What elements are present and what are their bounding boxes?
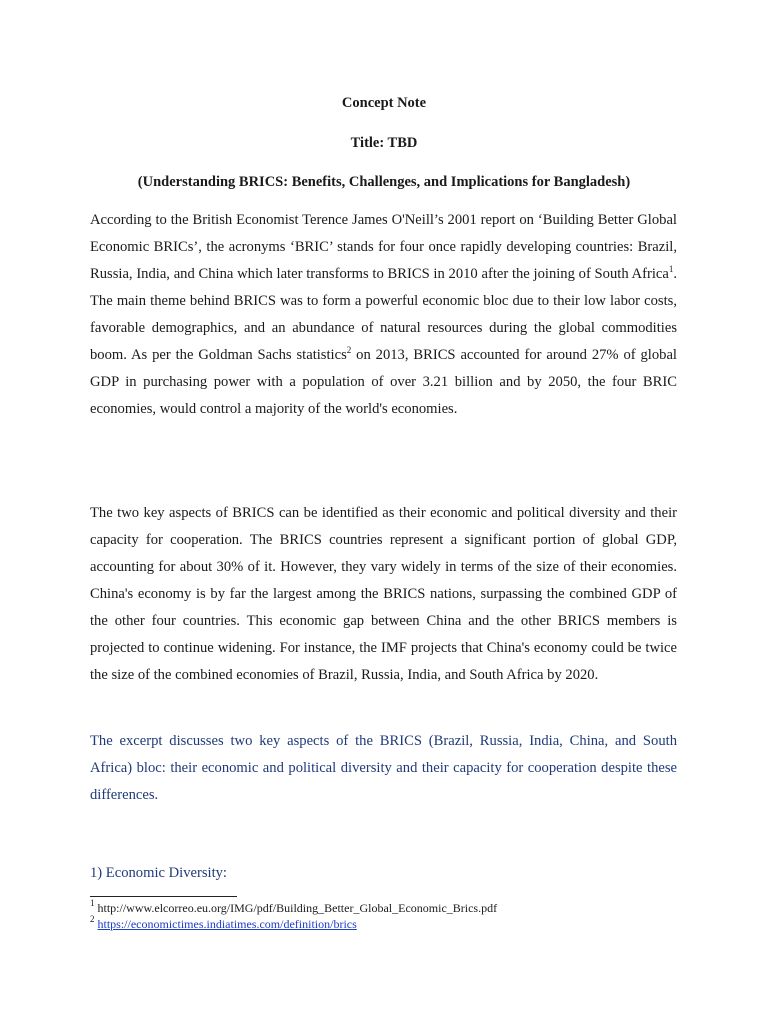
key-aspects-paragraph: The two key aspects of BRICS can be identified as their economic and political diversity and their capacity for cooperation. The BRICS countries represent a significant portion of global GDP, accounting for about 30% of it. However, they vary widely in terms of the size of their economies. China's economy is by far the largest among the BRICS nations, surpassing the combined GDP of the other four countries. This economic gap between China and the other BRICS members is projected to continue widening. For instance, the IMF projects that China's economy could be twice the size of the combined economies of Brazil, Russia, India, and South Africa by 2020. (90, 505, 677, 683)
footnote-1-url: http://www.elcorreo.eu.org/IMG/pdf/Building_Better_Global_Economic_Brics.pdf (94, 901, 498, 915)
intro-text-part3: on 2013, BRICS accounted for around 27% of global GDP in purchasing power with a population of over 3.21 billion and by 2050, the four BRIC economies, would control a majority of the world's economies. (90, 347, 677, 417)
intro-text-part2: . The main theme behind BRICS was to form a powerful economic bloc due to their low labor costs, favorable demographics, and an abundance of natural resources during the global commodities boom. As per the Goldman Sachs statistics (90, 266, 677, 363)
footnote-2-number: 2 (90, 914, 95, 924)
excerpt-summary-paragraph: The excerpt discusses two key aspects of the BRICS (Brazil, Russia, India, China, and South Africa) bloc: their economic and political diversity and their capacity for cooperation despite these differences. (90, 733, 677, 803)
footnote-1 (90, 898, 498, 916)
economic-diversity-heading: 1) Economic Diversity: (90, 865, 227, 881)
document-title: Title: TBD (350, 135, 418, 151)
concept-note-heading: Concept Note (341, 95, 427, 111)
footnote-1-number: 1 (90, 898, 95, 908)
intro-paragraph (90, 207, 677, 423)
intro-text-part1: According to the British Economist Terence James O'Neill’s 2001 report on ‘Building Better Global Economic BRICs’, the acronyms ‘BRIC’ stands for four once rapidly developing countries: Brazil, Russia, India, and China which later transforms to BRICS in 2010 after the joining of South Africa (90, 212, 677, 282)
footnote-2-link[interactable]: https://economictimes.indiatimes.com/definition/brics (97, 917, 357, 931)
footnote-ref-2[interactable]: 2 (346, 345, 352, 355)
footnote-ref-1[interactable]: 1 (668, 264, 674, 274)
footnote-2 (90, 914, 357, 932)
footnote-separator (90, 896, 237, 897)
document-subtitle: (Understanding BRICS: Benefits, Challenges, and Implications for Bangladesh) (137, 174, 631, 190)
